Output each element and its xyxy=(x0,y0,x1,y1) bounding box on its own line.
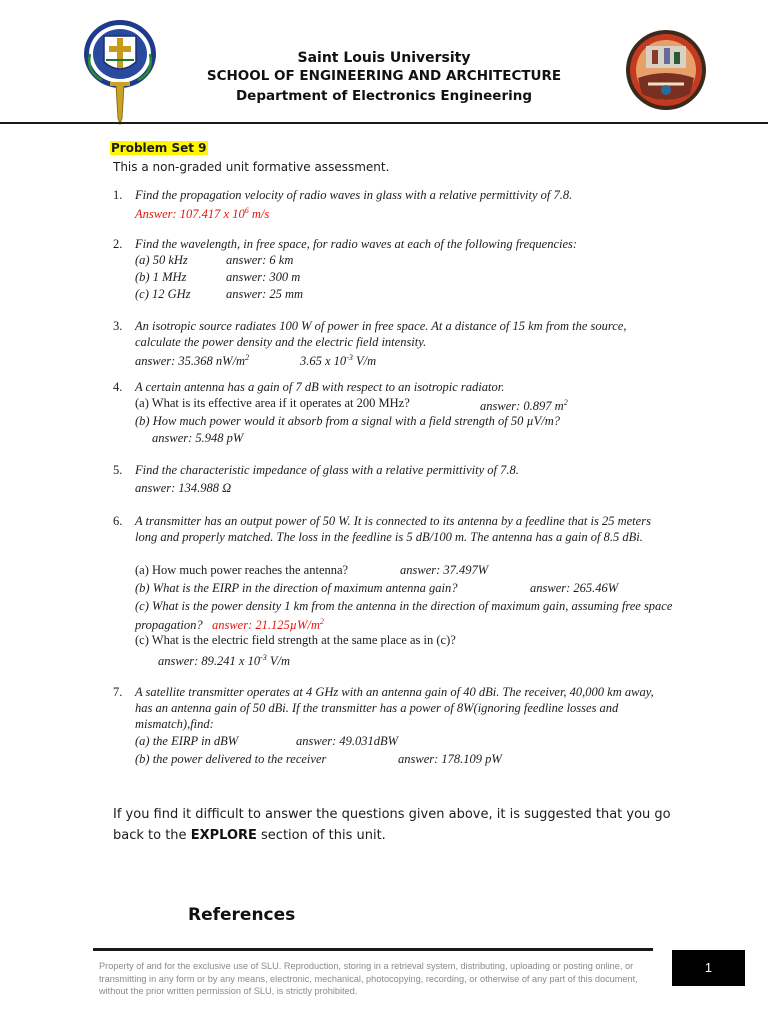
closing-paragraph: If you find it difficult to answer the questions given above, it is suggested that you go back to the EXPLORE section of this unit. xyxy=(113,807,671,843)
question-text: A certain antenna has a gain of 7 dB with respect to an isotropic radiator. xyxy=(135,380,505,394)
q2-answer-a: answer: 6 km xyxy=(226,253,294,267)
q6-answer-a: answer: 37.497W xyxy=(400,563,489,577)
question-number: 2. xyxy=(113,237,123,251)
q6-part-a: (a) How much power reaches the antenna? xyxy=(135,563,349,577)
q6-answer-b: answer: 265.46W xyxy=(530,581,619,595)
header-divider xyxy=(0,122,768,124)
q7-part-a: (a) the EIRP in dBW xyxy=(135,734,239,748)
answer: Answer: 107.417 x $10^6$ m/s xyxy=(135,206,270,221)
problem-set-subtitle: This a non-graded unit formative assessment. xyxy=(113,160,390,174)
q7-answer-b: answer: 178.109 pW xyxy=(398,752,502,766)
question-number: 1. xyxy=(113,188,123,202)
question-1 xyxy=(113,187,673,222)
department-name: Department of Electronics Engineering xyxy=(235,88,533,104)
references-heading: References xyxy=(188,905,296,925)
university-name: Saint Louis University xyxy=(297,50,471,66)
question-number: 3. xyxy=(113,319,123,333)
question-3 xyxy=(113,318,673,350)
q4-answer-a: answer: 0.897 $m^2$ xyxy=(480,398,568,413)
q4-answer-b: answer: 5.948 pW xyxy=(152,431,244,445)
q7-part-b: (b) the power delivered to the receiver xyxy=(135,752,327,766)
q2-answer-b: answer: 300 m xyxy=(226,270,301,284)
q2-part-c: (c) 12 GHz xyxy=(135,287,191,301)
q6-answer-d: answer: 89.241 x $10^{-3}$ V/m xyxy=(158,653,291,668)
q5-answer: answer: 134.988 Ω xyxy=(135,481,232,495)
q6-part-c: (c) What is the power density 1 km from the antenna in the direction of maximum gain, assuming free space propagation? answer: $21.125\mu W/m^2$ xyxy=(135,599,673,632)
question-number: 5. xyxy=(113,463,123,477)
q3-answer-field-intensity: 3.65 x $10^{-3}$ V/m xyxy=(300,353,377,368)
question-5 xyxy=(113,462,673,478)
question-text: A satellite transmitter operates at 4 GHz with an antenna gain of 40 dBi. The receiver, 40,000 km away, has an antenna gain of 50 dBi. If the transmitter has a power of 8W(ignoring feedline losses and mismatch),find: xyxy=(135,685,654,731)
question-6 xyxy=(113,513,673,545)
question-7 xyxy=(113,684,673,732)
q4-part-a: (a) What is its effective area if it operates at 200 MHz? xyxy=(135,396,410,410)
question-text: Find the propagation velocity of radio waves in glass with a relative permittivity of 7.8. xyxy=(135,188,573,202)
question-text: Find the characteristic impedance of glass with a relative permittivity of 7.8. xyxy=(135,463,519,477)
footer-copyright: Property of and for the exclusive use of SLU. Reproduction, storing in a retrieval system, distributing, uploading or posting online, or transmitting in any form or by any means, electronic, mechanical, photocopying, recording, or otherwise of any part of this document, without the prior written permission of SLU, is strictly prohibited. xyxy=(99,961,638,996)
school-name: SCHOOL OF ENGINEERING AND ARCHITECTURE xyxy=(206,68,562,84)
q6-answer-c: answer: $21.125\mu W/m^2$ xyxy=(211,617,324,632)
question-number: 6. xyxy=(113,514,123,528)
question-text: An isotropic source radiates 100 W of power in free space. At a distance of 15 km from the source, calculate the power density and the electric field intensity. xyxy=(135,319,627,349)
question-text: Find the wavelength, in free space, for radio waves at each of the following frequencies: xyxy=(135,237,578,251)
q6-part-b: (b) What is the EIRP in the direction of maximum antenna gain? xyxy=(135,581,458,595)
question-2 xyxy=(113,236,673,252)
problem-set-title: Problem Set 9 xyxy=(111,141,207,155)
q2-part-a: (a) 50 kHz xyxy=(135,253,188,267)
question-4 xyxy=(113,379,673,395)
question-number: 4. xyxy=(113,380,123,394)
q6-part-d: (c) What is the electric field strength at the same place as in (c)? xyxy=(135,633,456,647)
q2-part-b: (b) 1 MHz xyxy=(135,270,187,284)
q3-answer-power-density: answer: 35.368 $nW/m^2$ xyxy=(135,353,250,368)
question-text: A transmitter has an output power of 50 W. It is connected to its antenna by a feedline that is 25 meters long and properly matched. The loss in the feedline is 5 dB/100 m. The antenna has a gain of 8.5 dBi. xyxy=(135,514,651,544)
q2-answer-c: answer: 25 mm xyxy=(226,287,304,301)
question-number: 7. xyxy=(113,685,123,699)
q7-answer-a: answer: 49.031dBW xyxy=(296,734,399,748)
explore-keyword: EXPLORE xyxy=(190,828,257,843)
q4-part-b: (b) How much power would it absorb from a signal with a field strength of 50 µV/m? xyxy=(135,414,561,428)
page-number: 1 xyxy=(672,950,745,986)
footer-divider xyxy=(93,948,653,951)
